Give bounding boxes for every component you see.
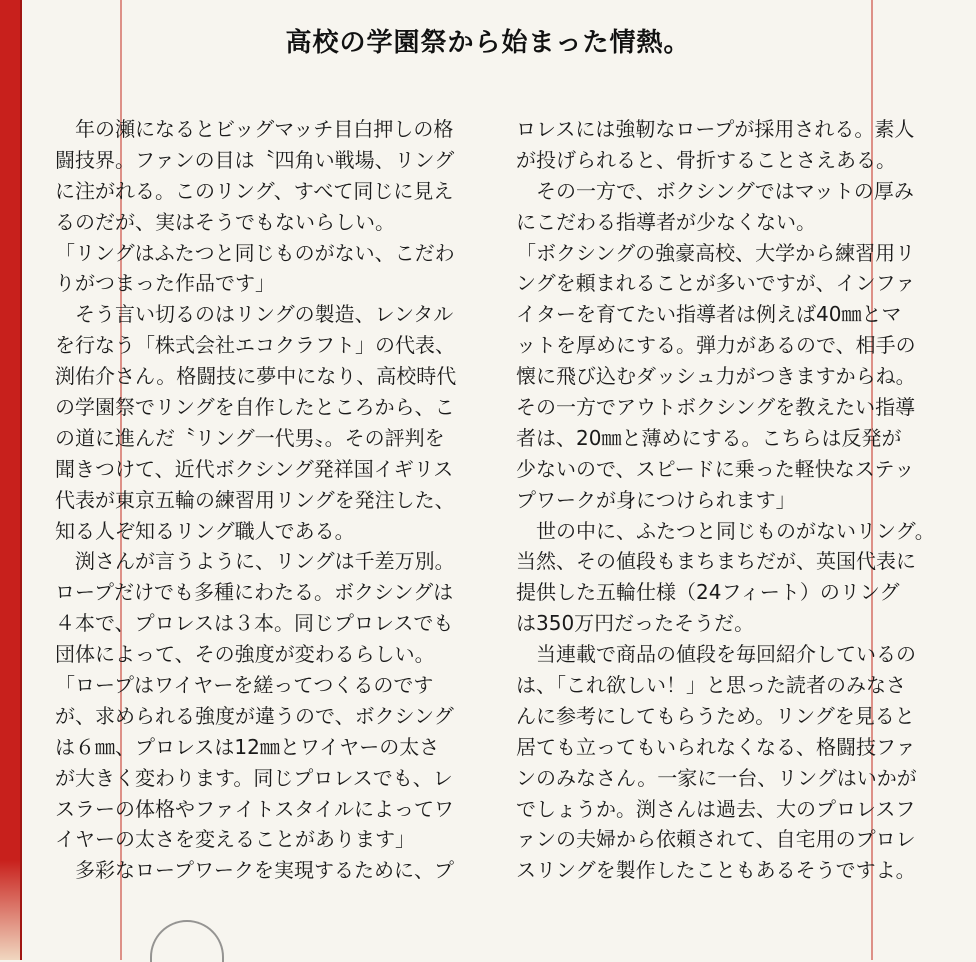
text-line: 代表が東京五輪の練習用リングを発注した、: [55, 487, 455, 512]
text-line: ４本で、プロレスは３本。同じプロレスでも: [55, 611, 454, 636]
text-line: 「ボクシングの強豪高校、大学から練習用リ: [516, 240, 916, 265]
text-line: んに参考にしてもらうため。リングを見ると: [516, 703, 915, 728]
text-line: るのだが、実はそうでもないらしい。: [55, 209, 395, 234]
text-line: に注がれる。このリング、すべて同じに見え: [55, 178, 454, 203]
text-line: 闘技界。ファンの目は〝四角い戦場、リング: [55, 147, 455, 172]
text-line: の学園祭でリングを自作したところから、こ: [55, 395, 455, 420]
text-line: そう言い切るのはリングの製造、レンタル: [55, 302, 454, 327]
article-title: 高校の学園祭から始まった情熱。: [285, 28, 691, 58]
text-line: 者は、20㎜と薄めにする。こちらは反発が: [516, 425, 902, 450]
text-line: 団体によって、その強度が変わるらしい。: [55, 642, 435, 667]
text-line: 懐に飛び込むダッシュ力がつきますからね。: [516, 364, 916, 389]
text-line: が、求められる強度が違うので、ボクシング: [55, 703, 454, 728]
text-line: 「リングはふたつと同じものがない、こだわ: [55, 240, 455, 265]
text-line: ングを頼まれることが多いですが、インファ: [516, 271, 916, 296]
text-line: が投げられると、骨折することさえある。: [516, 147, 896, 172]
right-column: [516, 114, 936, 886]
background-illustration: [150, 920, 224, 962]
text-line: スリングを製作したこともあるそうですよ。: [516, 858, 916, 883]
text-line: が大きく変わります。同じプロレスでも、レ: [55, 765, 453, 790]
text-line: 少ないので、スピードに乗った軽快なステッ: [516, 456, 915, 481]
text-line: を行なう「株式会社エコクラフト」の代表、: [55, 333, 455, 358]
text-line: 知る人ぞ知るリング職人である。: [55, 518, 355, 543]
text-line: ットを厚めにする。弾力があるので、相手の: [516, 333, 916, 358]
text-line: 居ても立ってもいられなくなる、格闘技ファ: [516, 734, 916, 759]
text-line: 世の中に、ふたつと同じものがないリング。: [516, 518, 935, 543]
margin-fade: [0, 860, 20, 960]
text-line: 渕さんが言うように、リングは千差万別。: [55, 549, 455, 574]
red-margin-strip: [0, 0, 20, 960]
text-line: 「ロープはワイヤーを縒ってつくるのです: [55, 673, 434, 698]
text-line: ロープだけでも多種にわたる。ボクシングは: [55, 580, 454, 605]
text-line: りがつまった作品です」: [55, 271, 275, 296]
text-line: スラーの体格やファイトスタイルによってワ: [55, 796, 454, 821]
text-line: でしょうか。渕さんは過去、大のプロレスフ: [516, 796, 916, 821]
text-line: は、「これ欲しい！」と思った読者のみなさ: [516, 673, 906, 698]
text-line: 聞きつけて、近代ボクシング発祥国イギリス: [55, 456, 454, 481]
text-line: プワークが身につけられます」: [516, 487, 796, 512]
left-column: [55, 114, 475, 886]
text-line: その一方でアウトボクシングを教えたい指導: [516, 395, 916, 420]
text-line: イターを育てたい指導者は例えば40㎜とマ: [516, 302, 902, 327]
text-line: ンのみなさん。一家に一台、リングはいかが: [516, 765, 917, 790]
text-line: にこだわる指導者が少なくない。: [516, 209, 816, 234]
text-line: 年の瀬になるとビッグマッチ目白押しの格: [55, 117, 454, 141]
text-line: 渕佑介さん。格闘技に夢中になり、高校時代: [55, 364, 457, 389]
text-line: その一方で、ボクシングではマットの厚み: [516, 178, 914, 203]
text-line: 提供した五輪仕様（24フィート）のリング: [516, 580, 900, 605]
text-line: 多彩なロープワークを実現するために、プ: [55, 858, 454, 883]
text-line: イヤーの太さを変えることがあります」: [55, 827, 415, 852]
text-line: 当連載で商品の値段を毎回紹介しているの: [516, 642, 916, 667]
text-line: ロレスには強靭なロープが採用される。素人: [516, 117, 915, 141]
text-line: の道に進んだ〝リング一代男〟。その評判を: [55, 425, 445, 450]
text-line: は350万円だったそうだ。: [516, 611, 755, 636]
text-line: 当然、その値段もまちまちだが、英国代表に: [516, 549, 916, 574]
text-line: ァンの夫婦から依頼されて、自宅用のプロレ: [516, 827, 916, 852]
text-line: は６㎜、プロレスは12㎜とワイヤーの太さ: [55, 734, 440, 759]
